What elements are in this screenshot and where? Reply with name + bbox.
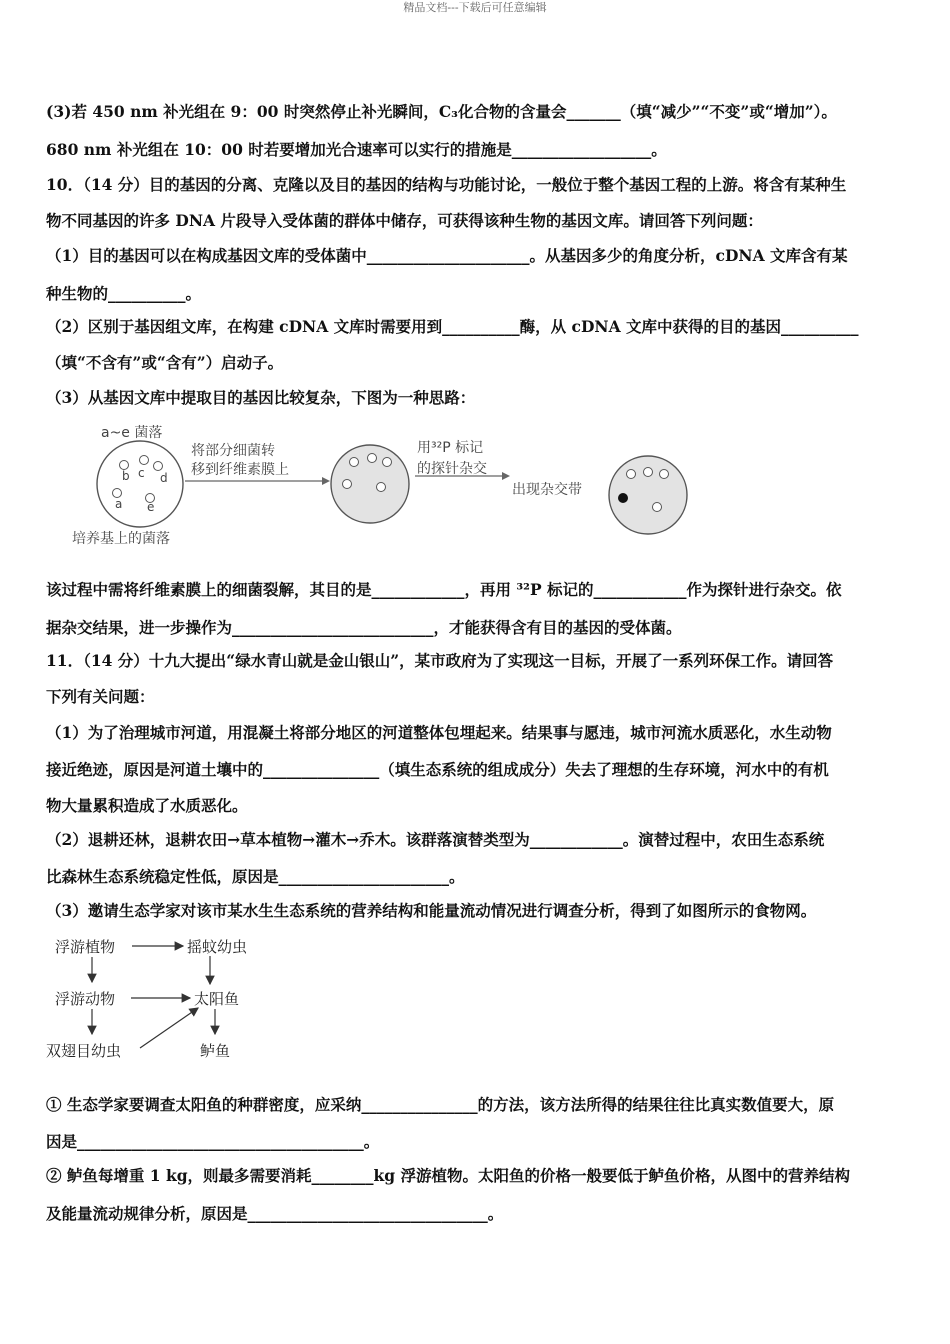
q11-part1-line1: （1）为了治理城市河道，用混凝土将部分地区的河道整体包埋起来。结果事与愿违，城市河流水质恶化，水生动物 [46,723,832,742]
node-zooplankton: 浮游动物 [55,990,116,1008]
node-sunfish: 太阳鱼 [194,990,240,1008]
q10-part3-line1: （3）从基因文库中提取目的基因比较复杂，下图为一种思路： [46,388,476,407]
q10-part1-line1: （1）目的基因可以在构成基因文库的受体菌中_____________________。从基因多少的角度分析，cDNA 文库含有某 [46,246,848,265]
node-perch: 鲈鱼 [200,1042,231,1060]
node-mosquito-larva: 摇蚊幼虫 [187,938,248,956]
hybridization-band [618,493,628,503]
q11-part3-q1-line2: 因是_____________________________________。 [46,1132,380,1151]
colony [140,456,149,465]
q11-stem-line1: 11．（14 分）十九大提出“绿水青山就是金山银山”，某市政府为了实现这一目标，开展了一系列环保工作。请回答 [46,651,834,670]
q10-stem-line1: 10．（14 分）目的基因的分离、克隆以及目的基因的结构与功能讨论，一般位于整个基因工程的上游。将含有某种生 [46,175,847,194]
q9-part3-line1: (3)若 450 nm 补光组在 9：00 时突然停止补光瞬间，C₃化合物的含量会_______（填“减少”“不变”或“增加”）。 [46,102,837,121]
q10-part1-line2: 种生物的__________。 [46,284,202,303]
q10-part2-line2: （填“不含有”或“含有”）启动子。 [46,353,284,372]
q10-part3-line2: 该过程中需将纤维素膜上的细菌裂解，其目的是____________，再用 ³²P 标记的____________作为探针进行杂交。依 [46,580,842,599]
q11-part3-q2-line2: 及能量流动规律分析，原因是_______________________________。 [46,1204,504,1223]
food-web-arrows [40,930,280,1065]
step2-label-line2: 的探针杂交 [417,461,487,477]
step3-label: 出现杂交带 [512,482,582,498]
colony-letter-b: b [122,469,130,483]
step1-label-line1: 将部分细菌转 [191,443,275,459]
q10-part3-line3: 据杂交结果，进一步操作为__________________________，才能获得含有目的基因的受体菌。 [46,618,682,637]
q11-part3-q2-line1: ② 鲈鱼每增重 1 kg，则最多需要消耗________kg 浮游植物。太阳鱼的价格一般要低于鲈鱼价格，从图中的营养结构 [46,1166,851,1185]
q10-part2-line1: （2）区别于基因组文库，在构建 cDNA 文库时需要用到__________酶，从 cDNA 文库中获得的目的基因__________ [46,317,859,336]
page-header: 精品文档---下载后可任意编辑 [403,1,547,14]
q9-part3-line2: 680 nm 补光组在 10：00 时若要增加光合速率可以实行的措施是__________________。 [46,140,667,159]
q11-part1-line2: 接近绝迹，原因是河道土壤中的_______________（填生态系统的组成成分）失去了理想的生存环境，河水中的有机 [46,760,829,779]
colony-letter-c: c [138,466,145,480]
q11-part3-q1-line1: ① 生态学家要调查太阳鱼的种群密度，应采纳_______________的方法，该方法所得的结果往往比真实数值要大，原 [46,1095,835,1114]
colony-letter-a: a [115,497,123,511]
q11-part2-line1: （2）退耕还林，退耕农田→草本植物→灌木→乔木。该群落演替类型为____________。演替过程中，农田生态系统 [46,830,825,849]
step1-label-line2: 移到纤维素膜上 [191,462,289,478]
colony-letter-e: e [147,500,155,514]
figure1-caption: 培养基上的菌落 [72,531,170,547]
plate-label: a~e 菌落 [101,425,163,441]
q11-part1-line3: 物大量累积造成了水质恶化。 [46,796,248,815]
step2-label-line1: 用³²P 标记 [417,440,484,456]
node-diptera-larva: 双翅目幼虫 [46,1042,122,1060]
q10-stem-line2: 物不同基因的许多 DNA 片段导入受体菌的群体中储存，可获得该种生物的基因文库。请回答下列问题： [46,211,763,230]
arrow-diptera-sunfish [140,1008,198,1048]
culture-plate [97,441,183,527]
colony [154,462,163,471]
q11-stem-line2: 下列有关问题： [46,687,155,706]
q11-part2-line2: 比森林生态系统稳定性低，原因是______________________。 [46,867,465,886]
node-phytoplankton: 浮游植物 [55,938,116,956]
q11-part3-line1: （3）邀请生态学家对该市某水生生态系统的营养结构和能量流动情况进行调查分析，得到了如图所示的食物网。 [46,901,817,920]
colony-letter-d: d [160,471,168,485]
